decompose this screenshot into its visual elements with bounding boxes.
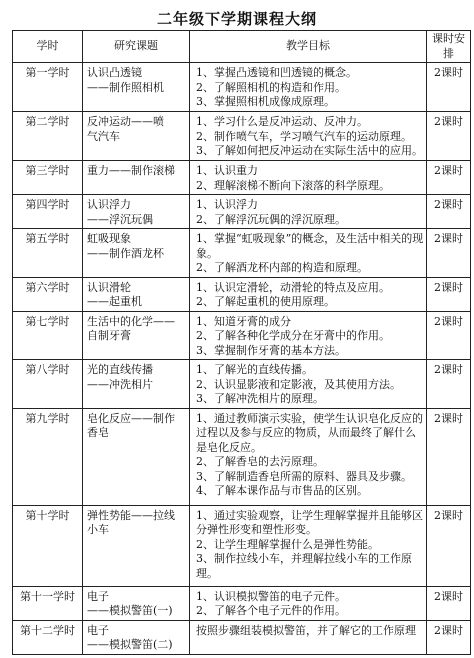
hours-cell: 2课时 <box>427 620 471 654</box>
topic-line: 自制牙膏 <box>87 329 131 342</box>
goal-item: 2、了解起重机的使用原理。 <box>196 295 335 308</box>
goal-item: 2、了解香皂的去污原理。 <box>196 455 324 468</box>
hours-cell: 2课时 <box>427 112 471 161</box>
table-header <box>13 31 471 63</box>
goal-item: 1、掌握凸透镜和凹透镜的概念。 <box>196 66 357 79</box>
topic-line: 认识凸透镜 <box>87 66 142 79</box>
goal-item: 2、了解酒龙杯内部的构造和原理。 <box>196 261 368 274</box>
goals-cell <box>190 586 427 620</box>
topic-cell <box>83 311 190 360</box>
goal-item: 3、制作拉线小车，并理解拉线小车的工作原理。 <box>196 552 412 580</box>
hours-cell: 2课时 <box>427 229 471 278</box>
page-title: 二年级下学期课程大纲 <box>156 10 317 28</box>
goal-item: 按照步骤组装模拟警笛，并了解它的工作原理 <box>196 623 416 637</box>
session-cell: 第二学时 <box>13 112 83 161</box>
table-row <box>13 112 471 161</box>
topic-line: 认识浮力 <box>87 198 131 211</box>
goals-cell <box>190 112 427 161</box>
goal-item: 2、理解滚梯不断向下滚落的科学原理。 <box>196 178 390 192</box>
header-topic: 研究课题 <box>83 31 190 63</box>
topic-line: 皂化反应——制作 <box>87 411 175 425</box>
topic-cell <box>83 505 190 586</box>
table-row <box>13 229 471 278</box>
topic-line: 电子 <box>87 589 109 603</box>
topic-line: ——模拟警笛(一) <box>87 604 173 617</box>
table-row <box>13 586 471 620</box>
goal-item: 4、了解本课作品与市售品的区别。 <box>196 484 368 497</box>
header-hours: 课时安排 <box>427 31 471 63</box>
topic-cell <box>83 360 190 409</box>
topic-line: ——模拟警笛(二) <box>87 638 173 651</box>
hours-cell: 2课时 <box>427 311 471 360</box>
goal-item: 2、让学生理解掌握什么是弹性势能。 <box>196 537 379 551</box>
goals-cell <box>190 311 427 360</box>
table-row <box>13 360 471 409</box>
goal-item: 1、通过教师演示实验，使学生认识皂化反应的过程以及参与反应的物质，从而最终了解什么是皂化反应。 <box>196 411 423 454</box>
topic-line: 香皂 <box>87 426 109 439</box>
table-row <box>13 408 471 505</box>
topic-line: ——冲洗相片 <box>87 377 153 391</box>
topic-cell <box>83 195 190 229</box>
topic-cell <box>83 277 190 311</box>
header-row <box>13 31 471 63</box>
topic-line: 小车 <box>87 523 109 536</box>
topic-cell <box>83 229 190 278</box>
goal-item: 1、认识模拟警笛的电子元件。 <box>196 589 346 603</box>
header-goals: 教学目标 <box>190 31 427 63</box>
goal-item: 1、认识重力 <box>196 164 258 177</box>
topic-cell <box>83 63 190 112</box>
syllabus-table <box>12 30 471 655</box>
goals-cell <box>190 229 427 278</box>
table-row <box>13 195 471 229</box>
goals-cell <box>190 360 427 409</box>
goals-cell <box>190 195 427 229</box>
session-cell: 第八学时 <box>13 360 83 409</box>
topic-line: ——制作照相机 <box>87 80 164 94</box>
goal-item: 2、制作喷气车，学习喷气汽车的运动原理。 <box>196 129 412 143</box>
goal-item: 3、了解如何把反冲运动在实际生活中的应用。 <box>196 144 423 157</box>
session-cell: 第六学时 <box>13 277 83 311</box>
session-cell: 第四学时 <box>13 195 83 229</box>
topic-cell <box>83 620 190 654</box>
topic-cell <box>83 586 190 620</box>
topic-line: ——制作酒龙杯 <box>87 246 164 260</box>
session-cell: 第九学时 <box>13 408 83 505</box>
session-cell: 第七学时 <box>13 311 83 360</box>
hours-cell: 2课时 <box>427 161 471 195</box>
hours-cell: 2课时 <box>427 277 471 311</box>
goals-cell <box>190 277 427 311</box>
goal-item: 2、了解各个电子元件的作用。 <box>196 604 346 617</box>
goal-item: 1、认识定滑轮，动滑轮的特点及应用。 <box>196 280 390 294</box>
topic-line: 认识滑轮 <box>87 280 131 294</box>
goal-item: 3、掌握照相机成像成原理。 <box>196 95 335 108</box>
topic-cell <box>83 161 190 195</box>
goal-item: 2、了解照相机的构造和作用。 <box>196 80 346 94</box>
topic-line: 弹性势能——拉线 <box>87 508 175 522</box>
topic-line: 生活中的化学—— <box>87 314 175 328</box>
goal-item: 1、了解光的直线传播。 <box>196 363 313 376</box>
goal-item: 2、了解浮沉玩偶的浮沉原理。 <box>196 212 346 226</box>
topic-line: 光的直线传播 <box>87 363 153 376</box>
topic-line: 电子 <box>87 623 109 637</box>
session-cell: 第五学时 <box>13 229 83 278</box>
hours-cell: 2课时 <box>427 505 471 586</box>
table-body <box>13 63 471 655</box>
goals-cell <box>190 63 427 112</box>
goals-cell <box>190 505 427 586</box>
table-row <box>13 620 471 654</box>
session-cell: 第十一学时 <box>13 586 83 620</box>
table-row <box>13 161 471 195</box>
topic-line: 气汽车 <box>87 129 120 143</box>
topic-cell <box>83 112 190 161</box>
hours-cell: 2课时 <box>427 360 471 409</box>
session-cell: 第十学时 <box>13 505 83 586</box>
hours-cell: 2课时 <box>427 586 471 620</box>
goal-item: 1、学习什么是反冲运动、反冲力。 <box>196 115 368 128</box>
session-cell: 第十二学时 <box>13 620 83 654</box>
topic-line: ——浮沉玩偶 <box>87 212 153 226</box>
goal-item: 2、了解各种化学成分在牙膏中的作用。 <box>196 329 390 342</box>
goal-item: 1、通过实验观察，让学生理解掌握并且能够区分弹性形变和塑性形变。 <box>196 508 423 536</box>
topic-line: ——起重机 <box>87 295 142 308</box>
table-row <box>13 505 471 586</box>
header-session: 学时 <box>13 31 83 63</box>
goal-item: 1、知道牙膏的成分 <box>196 314 291 328</box>
topic-cell <box>83 408 190 505</box>
goal-item: 1、认识浮力 <box>196 198 258 211</box>
table-row <box>13 311 471 360</box>
session-cell: 第三学时 <box>13 161 83 195</box>
session-cell: 第一学时 <box>13 63 83 112</box>
table-row <box>13 277 471 311</box>
hours-cell: 2课时 <box>427 408 471 505</box>
topic-line: 虹吸现象 <box>87 232 131 245</box>
topic-line: 重力——制作滚梯 <box>87 164 175 177</box>
goal-item: 1、掌握“虹吸现象”的概念，及生活中相关的现象。 <box>196 232 424 260</box>
goals-cell <box>190 620 427 654</box>
goal-item: 3、了解制造香皂所需的原料、器具及步骤。 <box>196 469 412 483</box>
goal-item: 2、认识显影液和定影液，及其使用方法。 <box>196 377 401 391</box>
hours-cell: 2课时 <box>427 195 471 229</box>
goal-item: 3、掌握制作牙膏的基本方法。 <box>196 343 346 357</box>
goal-item: 3、了解冲洗相片的原理。 <box>196 392 324 405</box>
topic-line: 反冲运动——喷 <box>87 115 164 128</box>
goals-cell <box>190 161 427 195</box>
goals-cell <box>190 408 427 505</box>
hours-cell: 2课时 <box>427 63 471 112</box>
table-row <box>13 63 471 112</box>
